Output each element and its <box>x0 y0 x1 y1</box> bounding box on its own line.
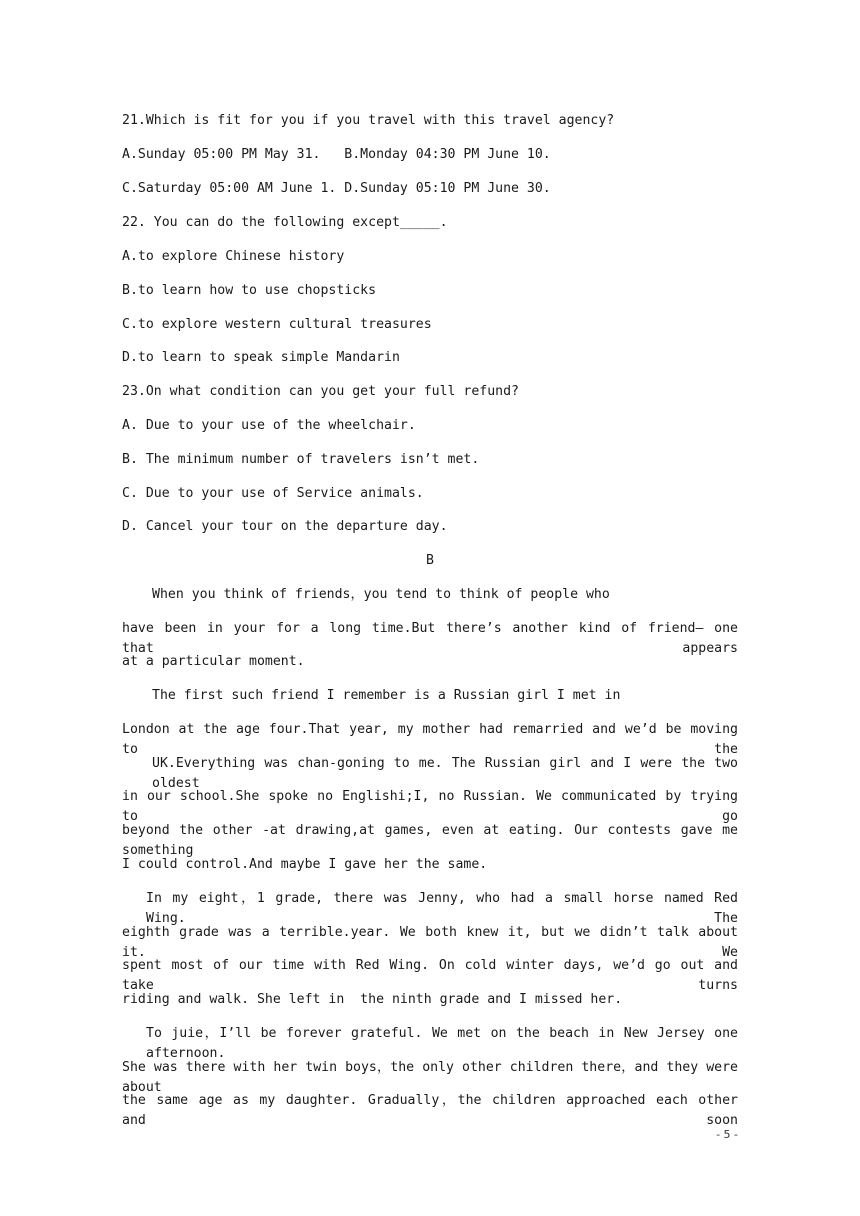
passage-line: I could control.And maybe I gave her the same. <box>122 857 488 872</box>
question-22-stem: 22. You can do the following except_____. <box>122 215 448 230</box>
section-b-heading: B <box>426 553 434 568</box>
passage-line: beyond the other -at drawing,at games, even at eating. Our contests gave me something <box>122 823 738 858</box>
question-22-option-c: C.to explore western cultural treasures <box>122 317 432 332</box>
question-23-option-a: A. Due to your use of the wheelchair. <box>122 418 416 433</box>
passage-line: have been in your for a long time.But there’s another kind of friend— one that appears <box>122 621 738 656</box>
passage-line: UK.Everything was chan-goning to me. The Russian girl and I were the two oldest <box>152 756 738 791</box>
question-21-options-ab: A.Sunday 05:00 PM May 31. B.Monday 04:30 PM June 10. <box>122 147 551 162</box>
passage-line: at a particular moment. <box>122 654 305 669</box>
question-22-option-d: D.to learn to speak simple Mandarin <box>122 350 400 365</box>
passage-line: She was there with her twin boys，the only other children there，and they were about <box>122 1060 738 1095</box>
question-23-stem: 23.On what condition can you get your full refund? <box>122 384 519 399</box>
question-21-stem: 21.Which is fit for you if you travel with this travel agency? <box>122 113 615 128</box>
passage-line: the same age as my daughter. Gradually，the children approached each other and soon <box>122 1093 738 1128</box>
question-22-option-b: B.to learn how to use chopsticks <box>122 283 377 298</box>
passage-line: in our school.She spoke no Englishi;I, no Russian. We communicated by trying to go <box>122 789 738 824</box>
question-22-option-a: A.to explore Chinese history <box>122 249 345 264</box>
passage-line: eighth grade was a terrible.year. We both knew it, but we didn’t talk about it. We <box>122 925 738 960</box>
passage-line: spent most of our time with Red Wing. On cold winter days, we’d go out and take turns <box>122 958 738 993</box>
question-23-option-b: B. The minimum number of travelers isn’t met. <box>122 452 480 467</box>
question-21-options-cd: C.Saturday 05:00 AM June 1. D.Sunday 05:10 PM June 30. <box>122 181 551 196</box>
passage-line: London at the age four.That year, my mother had remarried and we’d be moving to the <box>122 722 738 757</box>
question-23-option-c: C. Due to your use of Service animals. <box>122 486 424 501</box>
passage-line: riding and walk. She left in the ninth grade and I missed her. <box>122 992 623 1007</box>
page-number: - 5 - <box>716 1128 738 1141</box>
passage-line: The first such friend I remember is a Russian girl I met in <box>152 688 621 703</box>
passage-line: To juie，I’ll be forever grateful. We met on the beach in New Jersey one afternoon. <box>146 1026 738 1061</box>
passage-line: In my eight，1 grade, there was Jenny, who had a small horse named Red Wing. The <box>146 891 738 926</box>
passage-line: When you think of friends，you tend to think of people who <box>152 587 610 602</box>
question-23-option-d: D. Cancel your tour on the departure day. <box>122 519 448 534</box>
